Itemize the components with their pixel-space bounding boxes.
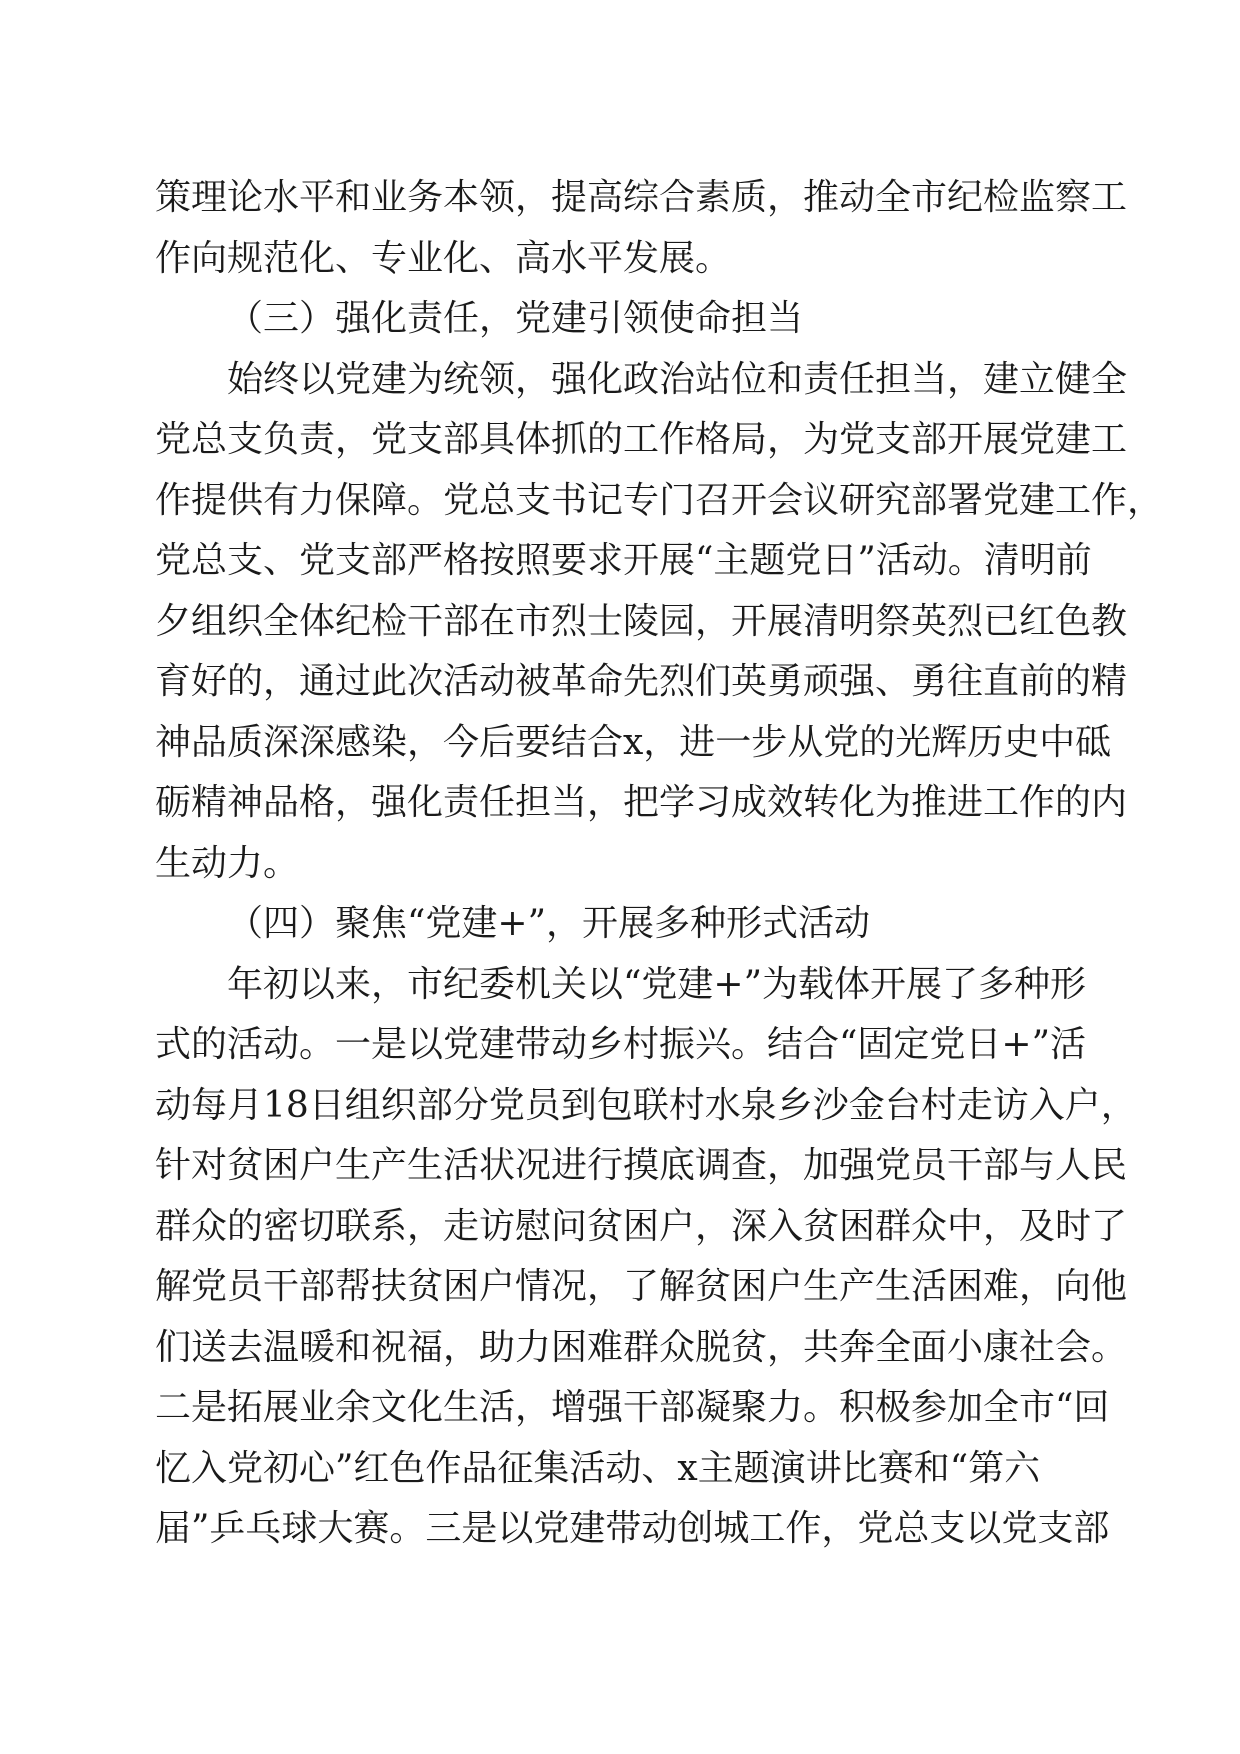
- paragraph-line: 夕组织全体纪检干部在市烈士陵园，开展清明祭英烈已红色教: [155, 600, 1128, 642]
- paragraph-line: 二是拓展业余文化生活，增强干部凝聚力。积极参加全市“回: [155, 1387, 1110, 1428]
- section-heading: （四）聚焦“党建+”，开展多种形式活动: [227, 903, 870, 944]
- paragraph-line: 砺精神品格，强化责任担当，把学习成效转化为推进工作的内: [155, 782, 1128, 823]
- paragraph-line: 生动力。: [155, 842, 300, 884]
- paragraph-line: 作提供有力保障。党总支书记专门召开会议研究部署党建工作，: [155, 479, 1164, 521]
- paragraph-line: 动每月18日组织部分党员到包联村水泉乡沙金台村走访入户，: [155, 1084, 1137, 1126]
- paragraph-line: 针对贫困户生产生活状况进行摸底调查，加强党员干部与人民: [155, 1145, 1128, 1186]
- paragraph-line: 神品质深深感染，今后要结合x，进一步从党的光辉历史中砥: [155, 721, 1112, 763]
- paragraph-line: 育好的，通过此次活动被革命先烈们英勇顽强、勇往直前的精: [155, 661, 1128, 702]
- paragraph-line: 们送去温暖和祝福，助力困难群众脱贫，共奔全面小康社会。: [155, 1326, 1128, 1368]
- paragraph-line: 党总支负责，党支部具体抓的工作格局，为党支部开展党建工: [155, 419, 1128, 460]
- paragraph-line: 群众的密切联系，走访慰问贫困户，深入贫困群众中，及时了: [155, 1205, 1128, 1247]
- paragraph-line: 始终以党建为统领，强化政治站位和责任担当，建立健全: [227, 358, 1128, 400]
- paragraph-line: 忆入党初心”红色作品征集活动、x主题演讲比赛和“第六: [155, 1447, 1041, 1489]
- paragraph-line: 策理论水平和业务本领，提高综合素质，推动全市纪检监察工: [155, 177, 1128, 218]
- paragraph-line: 年初以来，市纪委机关以“党建+”为载体开展了多种形: [227, 963, 1086, 1005]
- paragraph-line: 解党员干部帮扶贫困户情况，了解贫困户生产生活困难，向他: [155, 1266, 1128, 1307]
- section-heading: （三）强化责任，党建引领使命担当: [227, 298, 804, 339]
- paragraph-line: 党总支、党支部严格按照要求开展“主题党日”活动。清明前: [155, 540, 1092, 581]
- paragraph-line: 式的活动。一是以党建带动乡村振兴。结合“固定党日+”活: [155, 1024, 1086, 1065]
- paragraph-line: 届”乒乓球大赛。三是以党建带动创城工作，党总支以党支部: [155, 1508, 1110, 1549]
- document-body: [155, 168, 1164, 1560]
- paragraph-line: 作向规范化、专业化、高水平发展。: [155, 237, 732, 279]
